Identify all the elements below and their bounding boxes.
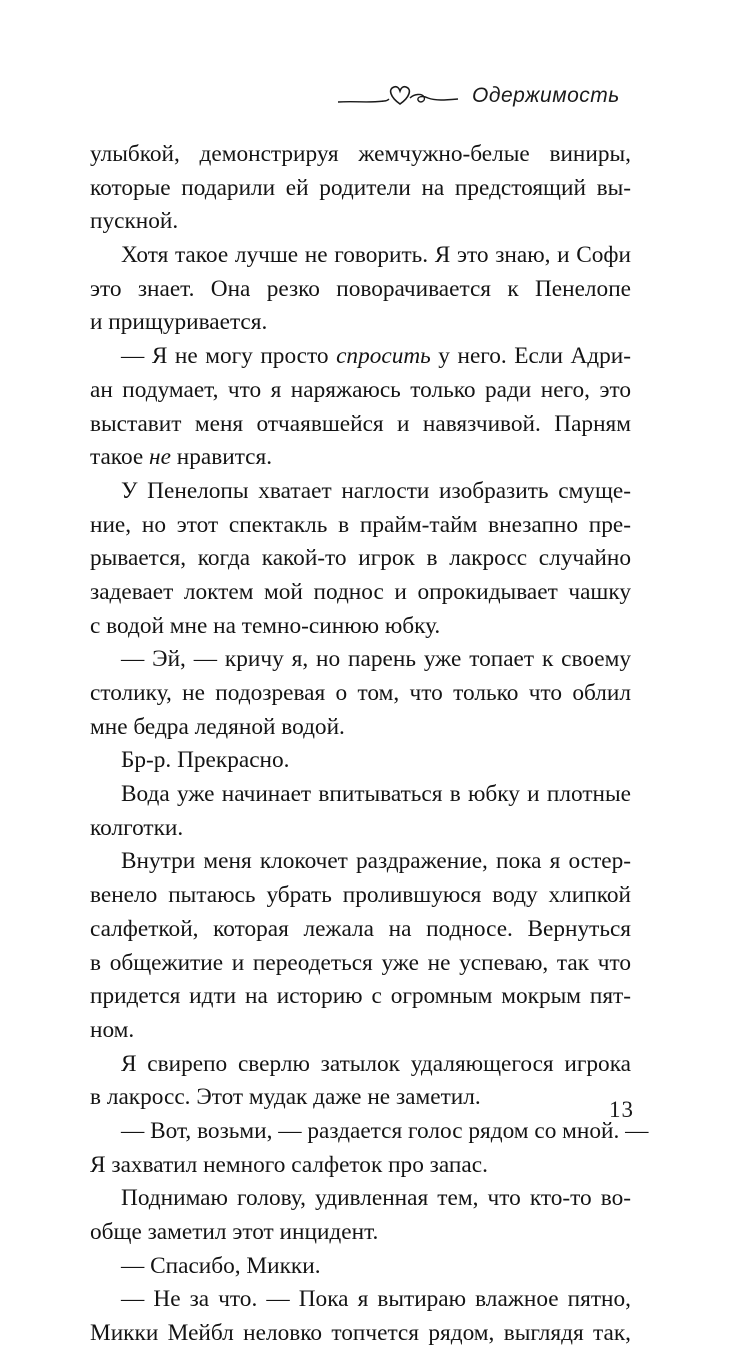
text-line: пускной. (90, 208, 179, 235)
text-line: У Пенелопы хватает наглости изобразить смуще- (121, 477, 631, 504)
running-header (336, 78, 636, 118)
running-title: Одержимость (472, 84, 620, 107)
emphasis: спросить (336, 343, 431, 370)
text-line: колготки. (90, 814, 184, 841)
text-line: ние, но этот спектакль в прайм-тайм внезапно пре- (90, 511, 631, 538)
text-line: с водой мне на темно-синюю юбку. (90, 612, 441, 639)
heart-swirl-ornament-icon (336, 82, 466, 114)
text-line: Хотя такое лучше не говорить. Я это знаю, и Софи (121, 242, 631, 269)
text-line: в общежитие и переодеться уже не успеваю, так что (90, 949, 631, 976)
text-line: — Эй, — кричу я, но парень уже топает к своему (121, 646, 631, 673)
text-line: столику, не подозревая о том, что только что облил (90, 680, 631, 706)
text-line: Я захватил немного салфеток про запас. (90, 1151, 488, 1178)
text-line: улыбкой, демонстрируя жемчужно-белые виниры, (90, 141, 631, 167)
text-line: — Я не могу просто спросить у него. Если Адри- (121, 343, 631, 370)
text-line: — Спасибо, Микки. (121, 1252, 321, 1279)
page-number: 13 (609, 1097, 634, 1122)
text-line: такое не нравится. (90, 444, 273, 471)
text-line: обще заметил этот инцидент. (90, 1219, 379, 1245)
text-line: — Вот, возьми, — раздается голос рядом со мной. — (121, 1117, 649, 1144)
text-line: задевает локтем мой поднос и опрокидывает чашку (90, 578, 631, 605)
text-line: Микки Мейбл неловко топчется рядом, выглядя так, (90, 1320, 631, 1347)
text-line: ном. (90, 1016, 135, 1043)
text-line: венело пытаюсь убрать пролившуюся воду хлипкой (90, 882, 631, 909)
text-line: Поднимаю голову, удивленная тем, что кто-то во- (121, 1185, 631, 1212)
text-line: ан подумает, что я наряжаюсь только ради него, это (90, 376, 631, 403)
text-line: рывается, когда какой-то игрок в лакросс случайно (90, 545, 631, 572)
text-line: это знает. Она резко поворачивается к Пенелопе (90, 275, 631, 302)
text-line: Я свирепо сверлю затылок удаляющегося игрока (121, 1050, 631, 1077)
text-line: которые подарили ей родители на предстоящий вы- (90, 174, 631, 201)
text-line: Внутри меня клокочет раздражение, пока я остер- (121, 848, 631, 875)
text-line: в лакросс. Этот мудак даже не заметил. (90, 1084, 481, 1111)
text-line: мне бедра ледяной водой. (90, 713, 345, 740)
text-line: выставит меня отчаявшейся и навязчивой. Парням (90, 410, 631, 437)
text-line: Вода уже начинает впитываться в юбку и плотные (121, 781, 631, 808)
text-line: Бр-р. Прекрасно. (121, 747, 290, 774)
body-text (90, 138, 649, 1351)
text-line: — Не за что. — Пока я вытираю влажное пятно, (121, 1286, 631, 1313)
emphasis: не (149, 444, 171, 471)
text-line: и прищуривается. (90, 309, 268, 336)
text-line: придется идти на историю с огромным мокрым пят- (90, 983, 631, 1010)
text-line: салфеткой, которая лежала на подносе. Вернуться (90, 915, 631, 942)
